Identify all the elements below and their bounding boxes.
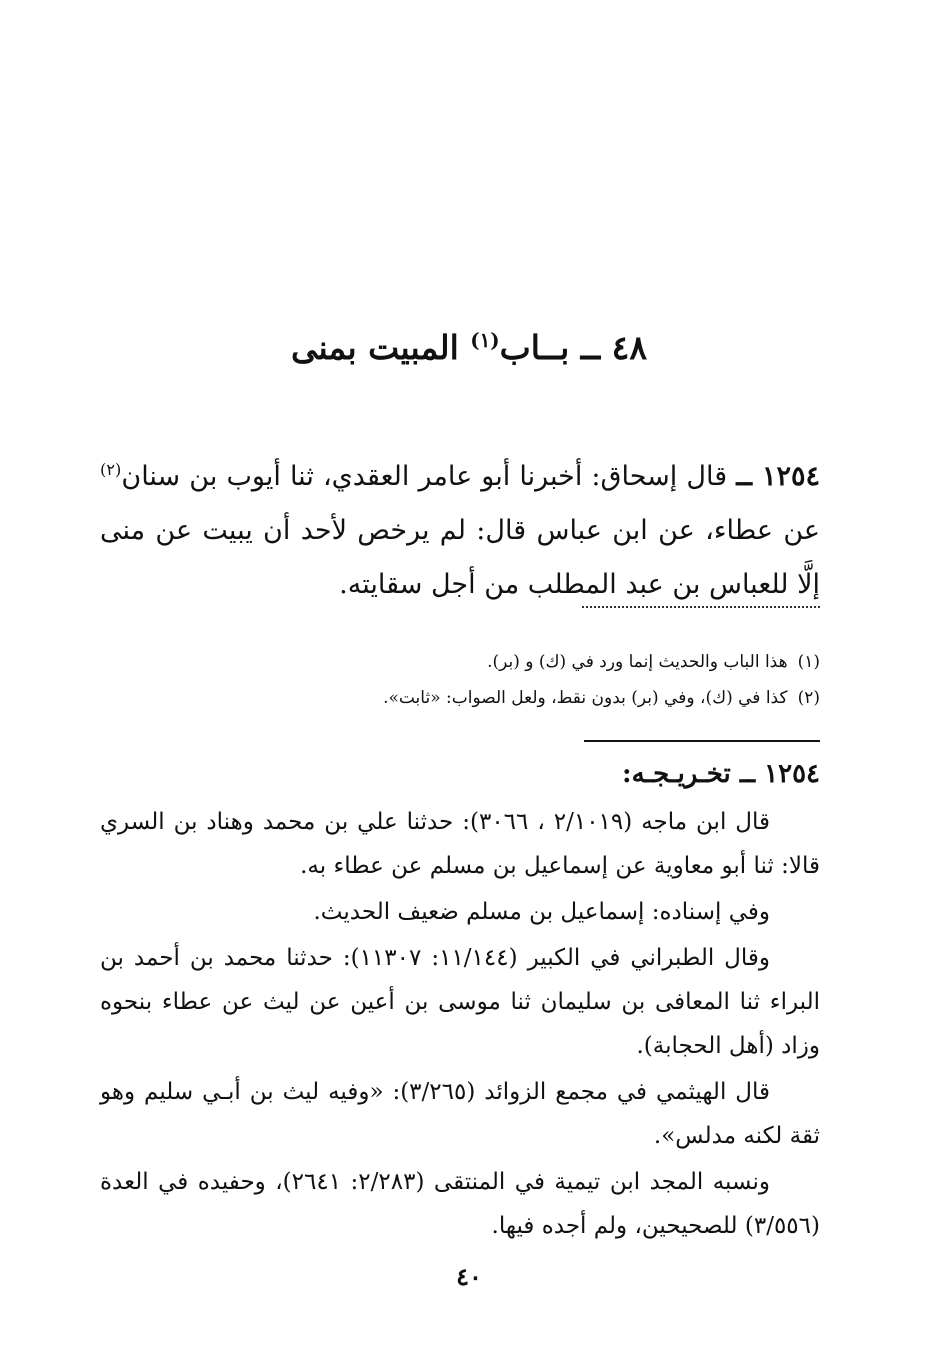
- takhrij-paragraph: قال الهيثمي في مجمع الزوائد (٣/٢٦٥): «وفيه ليث بن أبـي سليم وهو ثقة لكنه مدلس».: [100, 1079, 820, 1149]
- hadith-text-part2: عن عطاء، عن ابن عباس قال: لم يرخص لأحد أن يبيت عن منى إلَّا للعباس بن عبد المطلب من أجل سقايته.: [100, 515, 820, 600]
- takhrij-paragraph: ونسبه المجد ابن تيمية في المنتقى (٢/٢٨٣: ٢٦٤١)، وحفيده في العدة (٣/٥٥٦) للصحيحين، ولم أجده فيها.: [100, 1169, 820, 1239]
- chapter-footnote-mark: (١): [470, 328, 500, 352]
- hadith-footnote-mark: (٢): [100, 460, 122, 479]
- footnote-item: [100, 680, 820, 716]
- chapter-title-text: ٤٨ ــ بــاب: [499, 328, 648, 367]
- footnote-mark: (٢): [797, 688, 820, 708]
- hadith-text-part1: قال إسحاق: أخبرنا أبو عامر العقدي، ثنا أيوب بن سنان: [121, 461, 737, 492]
- footnotes-list: [100, 644, 820, 716]
- footnote-text: هذا الباب والحديث إنما ورد في (ك) و (بر).: [487, 652, 788, 672]
- page-number: ٤٠: [456, 1262, 482, 1291]
- footnote-text: كذا في (ك)، وفي (بر) بدون نقط، ولعل الصواب: «ثابت».: [383, 688, 788, 708]
- footnote-separator: [582, 606, 820, 608]
- footnote-item: [100, 644, 820, 680]
- takhrij-heading: ١٢٥٤ ــ تخـريـجـه:: [622, 759, 820, 789]
- takhrij-paragraph: وفي إسناده: إسماعيل بن مسلم ضعيف الحديث.: [313, 899, 770, 925]
- hadith-number: ١٢٥٤ ــ: [736, 461, 820, 492]
- takhrij-paragraph: قال ابن ماجه (٢/١٠١٩ ، ٣٠٦٦): حدثنا علي بن محمد وهناد بن السري قالا: ثنا أبو معاوية عن إسماعيل بن مسلم عن عطاء به.: [100, 809, 820, 879]
- hadith-text: [100, 450, 820, 612]
- takhrij-body: [100, 800, 820, 1250]
- chapter-title: [100, 318, 838, 378]
- footnote-mark: (١): [797, 652, 820, 672]
- chapter-title-rest: المبيت بمنى: [290, 328, 471, 367]
- takhrij-paragraph: وقال الطبراني في الكبير (١١/١٤٤: ١١٣٠٧): حدثنا محمد بن أحمد بن البراء ثنا المعافى بن سليمان ثنا موسى بن أعين عن ليث عن عطاء بنحوه وزاد (أهل الحجابة).: [100, 945, 820, 1059]
- section-divider: [584, 740, 820, 742]
